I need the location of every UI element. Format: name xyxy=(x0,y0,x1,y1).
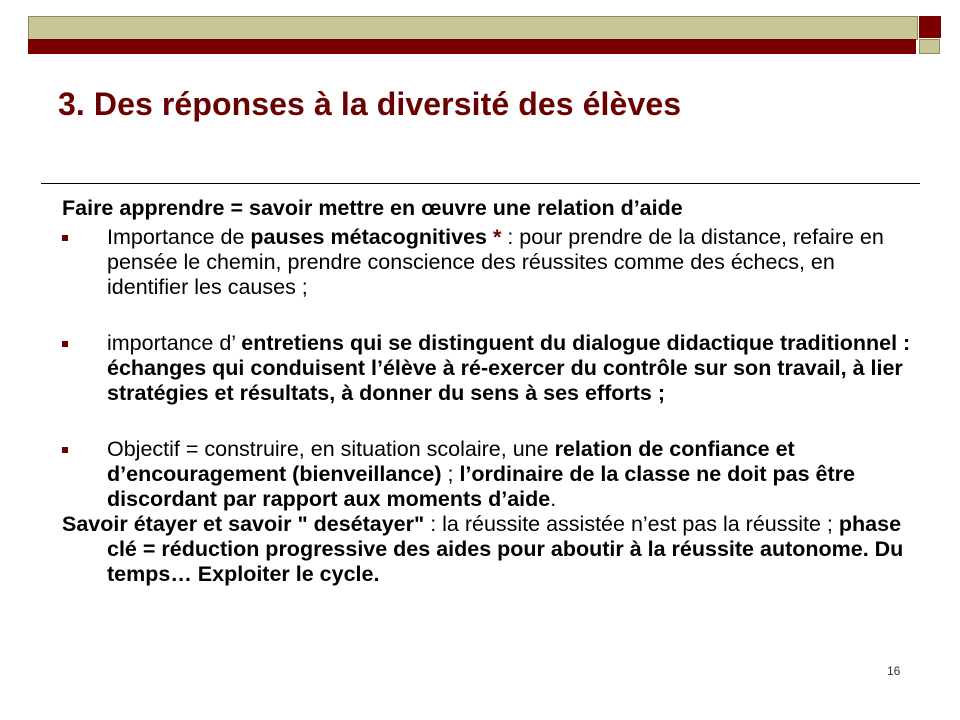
title-divider xyxy=(41,183,920,184)
closing-bold: phase clé = réduction progressive des aides pour aboutir à la réussite autonome. Du temps… Exploiter le cycle. xyxy=(107,512,904,586)
closing-text: : la réussite assistée n’est pas la réussite ; xyxy=(424,512,839,536)
header-bar-red xyxy=(28,39,916,54)
square-bullet-icon xyxy=(62,341,68,347)
page-number: 16 xyxy=(887,664,901,678)
lead-line: Faire apprendre = savoir mettre en œuvre une relation d’aide xyxy=(62,196,683,220)
bullet-text-bold: pauses métacognitives xyxy=(250,225,488,249)
bullet-text-mid: ; xyxy=(441,462,460,486)
bullet-item xyxy=(62,225,912,300)
square-bullet-icon xyxy=(62,235,68,241)
corner-square-olive xyxy=(919,39,940,54)
square-bullet-icon xyxy=(62,447,68,453)
closing-paragraph xyxy=(62,512,912,587)
bullet-text-bold: relation de confiance et d’encouragement (bienveillance) xyxy=(107,437,795,486)
bullet-text-bold: l’ordinaire de la classe ne doit pas être discordant par rapport aux moments d’aide xyxy=(107,462,855,511)
slide-body xyxy=(62,196,912,587)
bullet-item xyxy=(62,331,912,406)
bullet-item xyxy=(62,437,912,512)
bullet-text-post: . xyxy=(550,487,557,511)
header-bar-olive xyxy=(28,16,918,40)
bullet-text-pre: Importance de xyxy=(107,225,251,249)
corner-square-red xyxy=(919,16,941,38)
slide-title: 3. Des réponses à la diversité des élèves xyxy=(58,86,682,122)
bullet-text-pre: importance d’ xyxy=(107,331,242,355)
bullet-text-pre: Objectif = construire, en situation scolaire, une xyxy=(107,437,555,461)
asterisk-mark: * xyxy=(487,225,502,249)
closing-bold: Savoir étayer et savoir " desétayer" xyxy=(62,512,425,536)
bullet-text-post: : pour prendre de la distance, refaire en pensée le chemin, prendre conscience des réussites comme des échecs, en identifier les causes ; xyxy=(107,225,884,299)
bullet-text-bold: entretiens qui se distinguent du dialogue didactique traditionnel : échanges qui conduisent l’élève à ré-exercer du contrôle sur son travail, à lier stratégies et résultats, à donner du sens à ses efforts ; xyxy=(107,331,911,405)
